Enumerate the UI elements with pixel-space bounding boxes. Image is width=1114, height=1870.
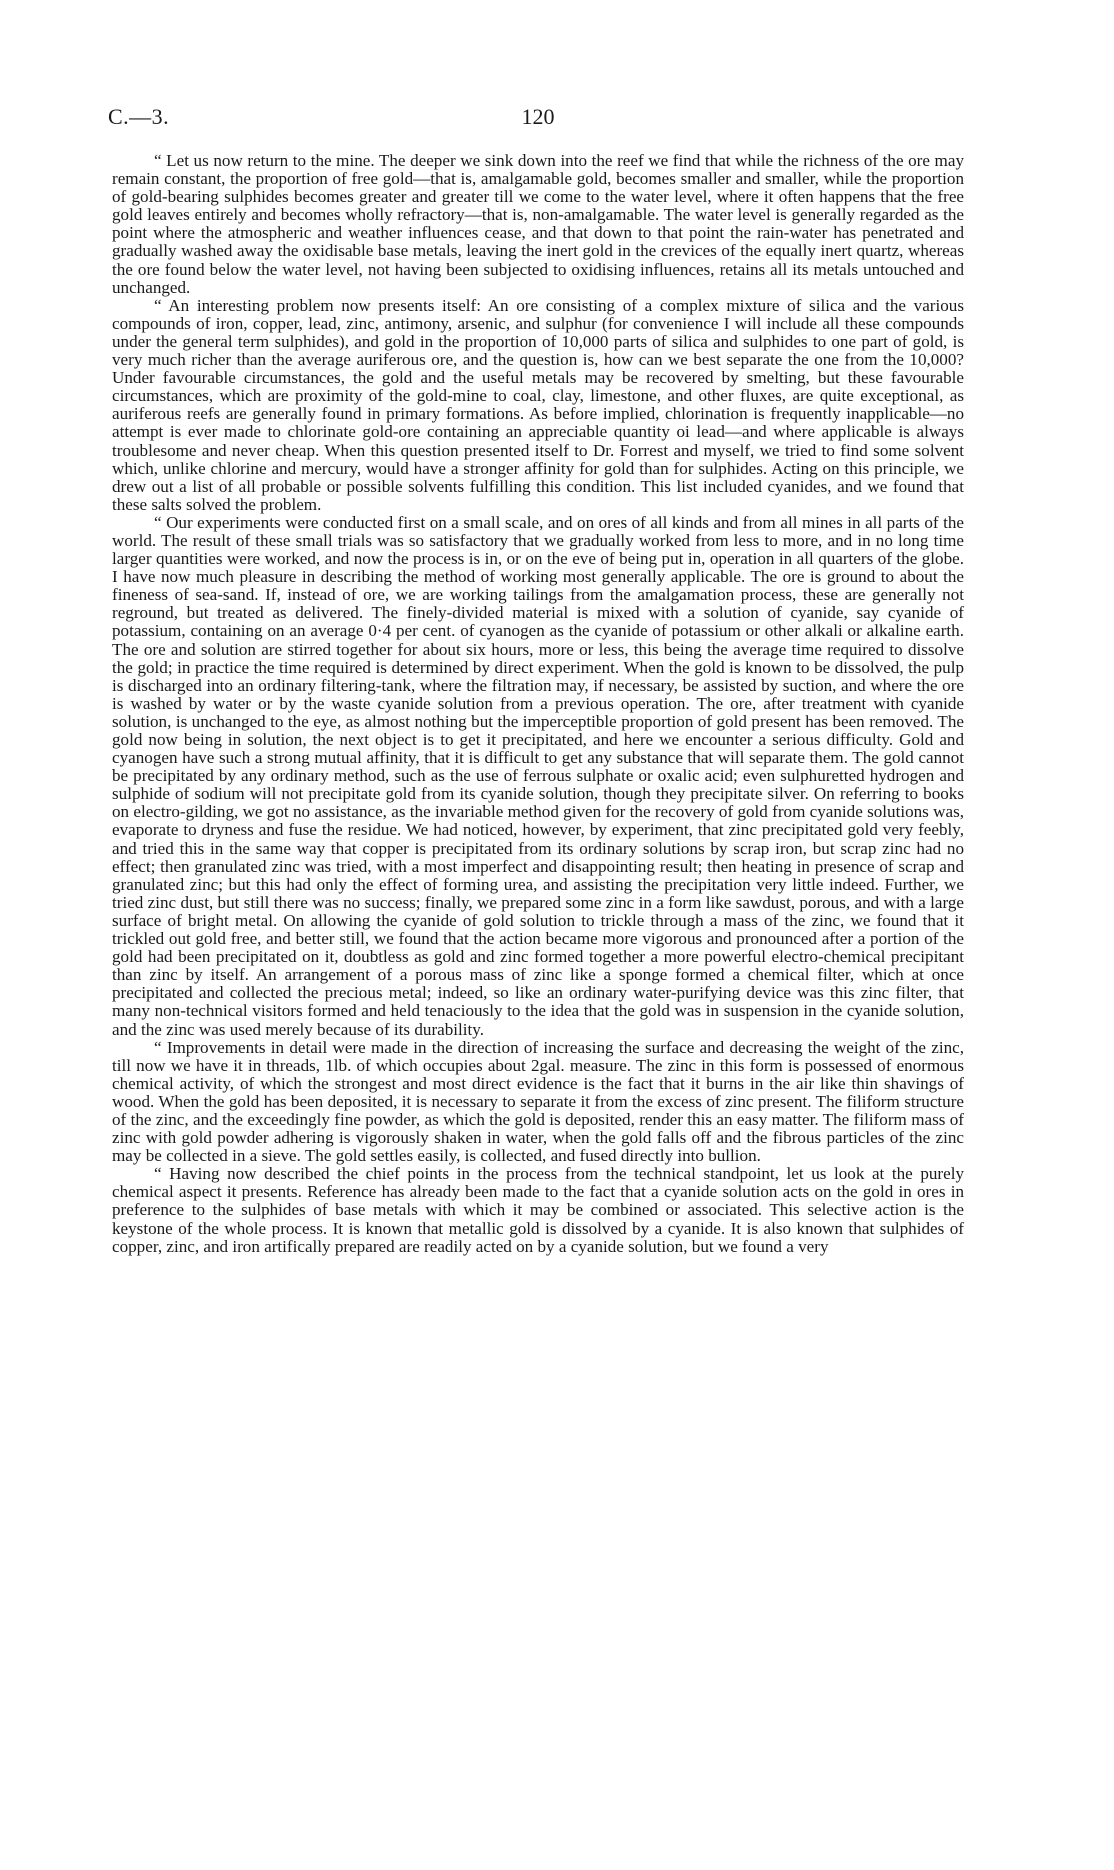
paragraph-mine-water-level: “ Let us now return to the mine. The deeper we sink down into the reef we find that while the richness of the ore may remain constant, the proportion of free gold—that is, amalgamable gold, becomes smaller and smaller, while the proportion of gold-bearing sulphides becomes greater and greater till we come to the water level, where it often happens that the free gold leaves entirely and becomes wholly refractory—that is, non-amalgamable. The water level is generally regarded as the point where the atmospheric and weather influences cease, and that down to that point the rain-water has penetrated and gradually washed away the oxidisable base metals, leaving the inert gold in the crevices of the equally inert quartz, whereas the ore found below the water level, not having been subjected to oxidising influences, retains all its metals untouched and unchanged.: [112, 151, 964, 297]
document-reference: C.—3.: [108, 104, 170, 129]
page-number: 120: [521, 104, 555, 129]
paragraph-zinc-improvements: “ Improvements in detail were made in the direction of increasing the surface and decreasing the weight of the zinc, till now we have it in threads, 1lb. of which occupies about 2gal. measure. The zinc in this form is possessed of enormous chemical activity, of which the strongest and most direct evidence is the fact that it burns in the air like thin shavings of wood. When the gold has been deposited, it is necessary to separate it from the excess of zinc present. The filiform structure of the zinc, and the exceedingly fine powder, as which the gold is deposited, render this an easy matter. The filiform mass of zinc with gold powder adhering is vigorously shaken in water, when the gold falls off and the fibrous particles of the zinc may be collected in a sieve. The gold settles easily, is collected, and fused directly into bullion.: [112, 1037, 964, 1166]
body-text: [112, 152, 964, 1256]
page-header: [108, 104, 968, 134]
paragraph-solvent-problem: “ An interesting problem now presents itself: An ore consisting of a complex mixture of silica and the various compounds of iron, copper, lead, zinc, antimony, arsenic, and sulphur (for convenience I will include all these compounds under the general term sulphides), and gold in the proportion of 10,000 parts of silica and sulphides to one part of gold, is very much richer than the average auriferous ore, and the question is, how can we best separate the one from the 10,000? Under favourable circumstances, the gold and the useful metals may be recovered by smelting, but these favourable circumstances, which are proximity of the gold-mine to coal, clay, limestone, and other fluxes, are quite exceptional, as auriferous reefs are generally found in primary formations. As before implied, chlorination is frequently inapplicable—no attempt is ever made to chlorinate gold-ore containing an appreciable quantity oi lead—and where applicable is always troublesome and never cheap. When this question presented itself to Dr. Forrest and myself, we tried to find some solvent which, unlike chlorine and mercury, would have a stronger affinity for gold than for sulphides. Acting on this principle, we drew out a list of all probable or possible solvents fulfilling this condition. This list included cyanides, and we found that these salts solved the problem.: [112, 295, 964, 514]
paragraph-chemical-aspect: “ Having now described the chief points in the process from the technical standpoint, let us look at the purely chemical aspect it presents. Reference has already been made to the fact that a cyanide solution acts on the gold in ores in preference to the sulphides of base metals with which it may be combined or associated. This selective action is the keystone of the whole process. It is known that metallic gold is dissolved by a cyanide. It is also known that sulphides of copper, zinc, and iron artifically prepared are readily acted on by a cyanide solution, but we found a very: [112, 1164, 964, 1256]
paragraph-experiments-process: “ Our experiments were conducted first on a small scale, and on ores of all kinds and from all mines in all parts of the world. The result of these small trials was so satisfactory that we gradually worked from less to more, and in no long time larger quantities were worked, and now the process is in, or on the eve of being put in, operation in all quarters of the globe. I have now much pleasure in describing the method of working most generally applicable. The ore is ground to about the fineness of sea-sand. If, instead of ore, we are working tailings from the amalgamation process, these are generally not reground, but treated as delivered. The finely-divided material is mixed with a solution of cyanide, say cyanide of potassium, containing on an average 0·4 per cent. of cyanogen as the cyanide of potassium or other alkali or alkaline earth. The ore and solution are stirred together for about six hours, more or less, this being the average time required to dissolve the gold; in practice the time required is determined by direct experiment. When the gold is known to be dissolved, the pulp is discharged into an ordinary filtering-tank, where the filtration may, if necessary, be assisted by suction, and where the ore is washed by water or by the waste cyanide solution from a previous operation. The ore, after treatment with cyanide solution, is unchanged to the eye, as almost nothing but the imperceptible proportion of gold present has been removed. The gold now being in solution, the next object is to get it precipitated, and here we encounter a serious difficulty. Gold and cyanogen have such a strong mutual affinity, that it is difficult to get any substance that will separate them. The gold cannot be precipitated by any ordinary method, such as the use of ferrous sulphate or oxalic acid; even sulphuretted hydrogen and sulphide of sodium will not precipitate gold from its cyanide solution, though they precipitate silver. On referring to books on electro-gilding, we got no assistance, as the invariable method given for the recovery of gold from cyanide solutions was, evaporate to dryness and fuse the residue. We had noticed, however, by experiment, that zinc precipitated gold very feebly, and tried this in the same way that copper is precipitated from its ordinary solutions by scrap iron, but scrap zinc had no effect; then granulated zinc was tried, with a most imperfect and disappointing result; then heating in presence of scrap and granulated zinc; but this had only the effect of forming urea, and assisting the precipitation very little indeed. Further, we tried zinc dust, but still there was no success; finally, we prepared some zinc in a form like sawdust, porous, and with a large surface of bright metal. On allowing the cyanide of gold solution to trickle through a mass of the zinc, we found that it trickled out gold free, and better still, we found that the action became more vigorous and pronounced after a portion of the gold had been precipitated on it, doubtless as gold and zinc formed together a more powerful electro-chemical precipitant than zinc by itself. An arrangement of a porous mass of zinc like a sponge formed a chemical filter, which at once precipitated and collected the precious metal; indeed, so like an ordinary water-purifying device was this zinc filter, that many non-technical visitors formed and held tenaciously to the idea that the gold was in suspension in the cyanide solution, and the zinc was used merely because of its durability.: [112, 512, 964, 1039]
